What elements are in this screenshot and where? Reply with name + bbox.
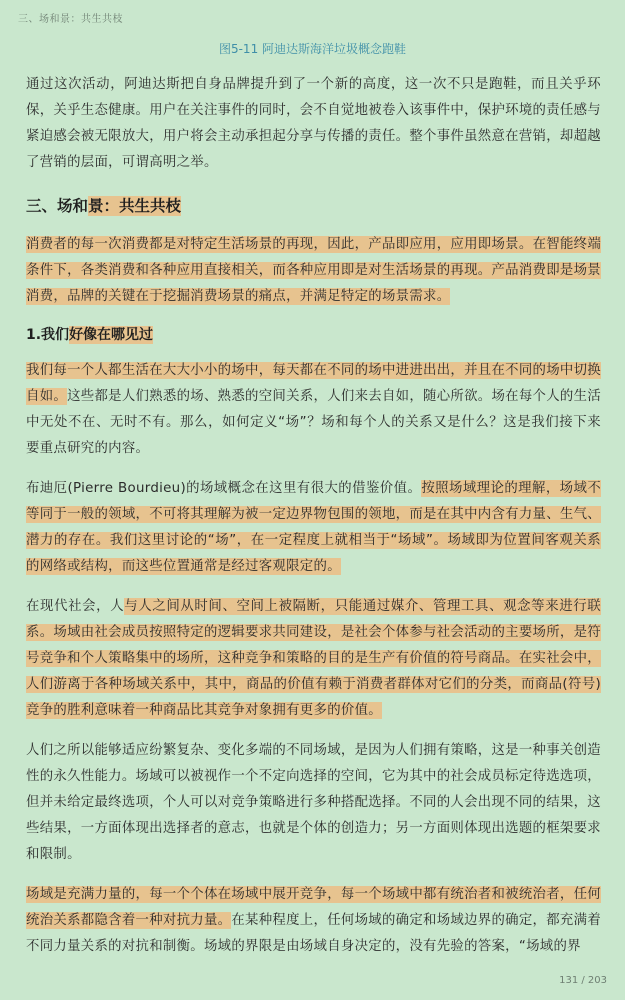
- running-header: 三、场和景：共生共枝: [18, 14, 123, 25]
- heading-text: 三、场和: [26, 197, 89, 215]
- highlight: 好像在哪见过: [69, 327, 154, 343]
- highlight: 景：共生共枝: [88, 197, 182, 215]
- figure-caption: 图5-11 阿迪达斯海洋垃圾概念跑鞋: [218, 42, 407, 56]
- page-content: [26, 72, 601, 974]
- paragraph-text: 在现代社会，人: [26, 599, 125, 614]
- highlight: 场域是充满力量的，每一个个体在场域中展开竞争，每一个场域中都有统治者和被统治者，任何统治关系都隐含着一种对抗力量。: [26, 887, 602, 928]
- paragraph: [26, 232, 601, 310]
- paragraph: [26, 476, 601, 580]
- paragraph: [26, 594, 601, 724]
- paragraph: 通过这次活动，阿迪达斯把自身品牌提升到了一个新的高度，这一次不只是跑鞋，而且关乎环保，关乎生态健康。用户在关注事件的同时，会不自觉地被卷入该事件中，保护环境的责任感与紧迫感会被无限放大，用户将会主动承担起分享与传播的责任。整个事件虽然意在营销，却超越了营销的层面，可谓高明之举。: [26, 77, 602, 170]
- highlight: 在智能终端条件下，各类消费和各种应用直接相关，而各种应用即是对生活场景的再现。产品消费即是场景消费，品牌的关键在于挖掘消费场景的痛点，并满足特定的场景需求。: [26, 237, 602, 304]
- heading-text: 1.我们: [26, 327, 70, 343]
- paragraph-text: 这些都是人们熟悉的场、熟悉的空间关系，人们来去自如，随心所欲。场在每个人的生活中无处不在、无时不有。那么，如何定义“场”？场和每个人的关系又是什么？这是我们接下来要重点研究的内容。: [26, 389, 602, 456]
- highlight: 按照场域理论的理解，场域不等同于一般的领域，不可将其理解为被一定边界物包围的领地，而是在其中内含有力量、生气、潜力的存在。我们这里讨论的“场”，在一定程度上就相当于“场域”。场域即为位置间客观关系的网络或结构，而这些位置通常是经过客观限定的。: [26, 481, 602, 574]
- section-heading: [26, 194, 601, 216]
- paragraph: [26, 358, 601, 462]
- paragraph: 人们之所以能够适应纷繁复杂、变化多端的不同场域，是因为人们拥有策略，这是一种事关创造性的永久性能力。场域可以被视作一个不定向选择的空间，它为其中的社会成员标定待选选项，但并未给定最终选项，个人可以对竞争策略进行多种搭配选择。不同的人会出现不同的结果，这些结果，一方面体现出选择者的意志，也就是个体的创造力；另一方面则体现出选题的框架要求和限制。: [26, 743, 602, 862]
- highlight: 我们每一个人都生活在大大小小的场中，每天都在不同的场中进进出出，并且在不同的场中切换自如。: [26, 363, 602, 404]
- paragraph-text: 布迪厄(Pierre Bourdieu)的场域概念在这里有很大的借鉴价值。: [26, 481, 422, 496]
- highlight: 与人之间从时间、空间上被隔断，只能通过媒介、管理工具、观念等来进行联系。场域由社会成员按照特定的逻辑要求共同建设，是社会个体参与社会活动的主要场所，是符号竞争和个人策略集中的场所，这种竞争和策略的目的是生产有价值的符号商品。在实社会中，人们游离于各种场域关系中，其中，商品的价值有赖于消费者群体对它们的分类，而商品(符号)竞争的胜利意味着一种商品比其竞争对象拥有更多的价值。: [26, 599, 602, 718]
- highlight: 消费者的每一次消费都是对特定生活场景的再现，因此，产品即应用，应用即场景。: [26, 237, 533, 252]
- sub-heading: [26, 324, 601, 344]
- page-indicator: 131 / 203: [559, 975, 607, 986]
- paragraph: [26, 882, 601, 960]
- paragraph-text: 在某种程度上，任何场域的确定和场域边界的确定，都充满着不同力量关系的对抗和制衡。场域的界限是由场域自身决定的，没有先验的答案，“场域的界: [26, 913, 602, 954]
